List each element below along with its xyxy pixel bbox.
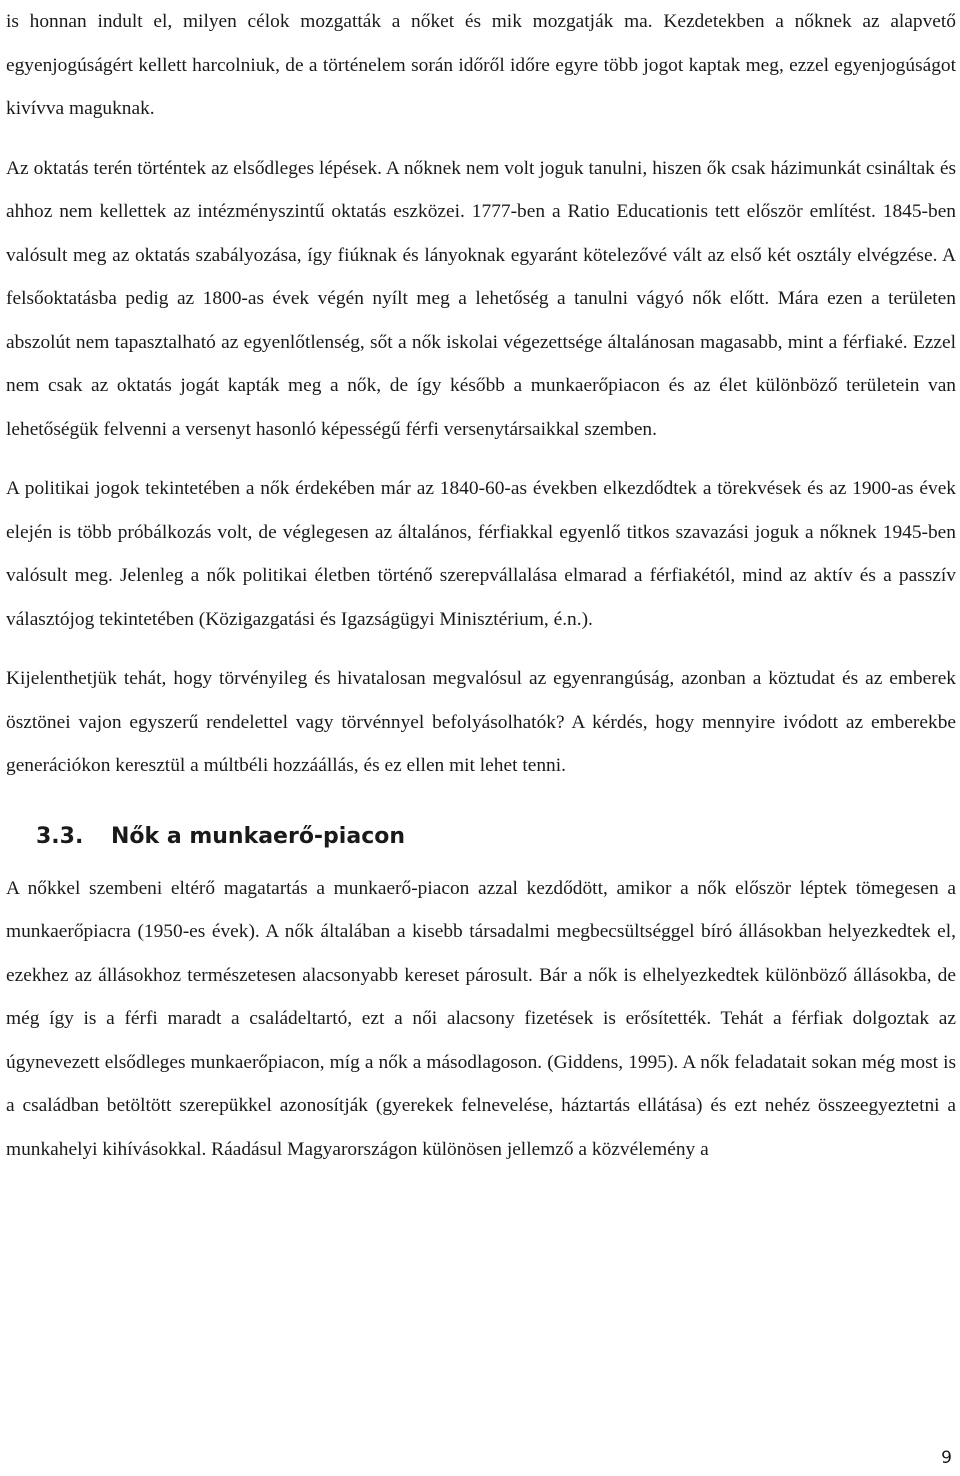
section-heading [6,813,956,861]
document-page [6,0,956,1171]
section-title: Nők a munkaerő-piacon [111,823,406,849]
paragraph-intro-continued: is honnan indult el, milyen célok mozgatták a nőket és mik mozgatják ma. Kezdetekben a nőknek az alapvető egyenjogúságért kellett harcolniuk, de a történelem során időről időre egyre több jogot kaptak meg, ezzel egyenjogúságot kivívva maguknak. [6,11,956,119]
page-number: 9 [941,1448,952,1468]
paragraph-labor-market: A nőkkel szembeni eltérő magatartás a munkaerő-piacon azzal kezdődött, amikor a nők először léptek tömegesen a munkaerőpiacra (1950-es évek). A nők általában a kisebb társadalmi megbecsültséggel bíró állásokban helyezkedtek el, ezekhez az állásokhoz természetesen alacsonyabb kereset párosult. Bár a nők is elhelyezkedtek különböző állásokba, de még így is a férfi maradt a családeltartó, ezt a női alacsony fizetések is erősítették. Tehát a férfiak dolgoztak az úgynevezett elsődleges munkaerőpiacon, míg a nők a másodlagoson. (Giddens, 1995). A nők feladatait sokan még most is a családban betöltött szerepükkel azonosítják (gyerekek felnevelése, háztartás ellátása) és ezt nehéz összeegyeztetni a munkahelyi kihívásokkal. Ráadásul Magyarországon különösen jellemző a közvélemény a [6,877,956,1160]
paragraph-conclusion: Kijelenthetjük tehát, hogy törvényileg és hivatalosan megvalósul az egyenrangúság, azonban a köztudat és az emberek ösztönei vajon egyszerű rendelettel vagy törvénnyel befolyásolhatók? A kérdés, hogy mennyire ivódott az emberekbe generációkon keresztül a múltbéli hozzáállás, és ez ellen mit lehet tenni. [6,668,956,776]
paragraph-education: Az oktatás terén történtek az elsődleges lépések. A nőknek nem volt joguk tanulni, hiszen ők csak házimunkát csináltak és ahhoz nem kellettek az intézményszintű oktatás eszközei. 1777-ben a Ratio Educationis tett először említést. 1845-ben valósult meg az oktatás szabályozása, így fiúknak és lányoknak egyaránt kötelezővé vált az első két osztály elvégzése. A felsőoktatásba pedig az 1800-as évek végén nyílt meg a lehetőség a tanulni vágyó nők előtt. Mára ezen a területen abszolút nem tapasztalható az egyenlőtlenség, sőt a nők iskolai végezettsége általánosan magasabb, mint a férfiaké. Ezzel nem csak az oktatás jogát kapták meg a nők, de így később a munkaerőpiacon és az élet különböző területein van lehetőségük felvenni a versenyt hasonló képességű férfi versenytársaikkal szemben. [6,157,956,440]
section-number: 3.3. [36,823,84,849]
paragraph-political-rights: A politikai jogok tekintetében a nők érdekében már az 1840-60-as években elkezdődtek a törekvések és az 1900-as évek elején is több próbálkozás volt, de véglegesen az általános, férfiakkal egyenlő titkos szavazási joguk a nőknek 1945-ben valósult meg. Jelenleg a nők politikai életben történő szerepvállalása elmarad a férfiakétól, mind az aktív és a passzív választójog tekintetében (Közigazgatási és Igazságügyi Minisztérium, é.n.). [6,478,956,630]
